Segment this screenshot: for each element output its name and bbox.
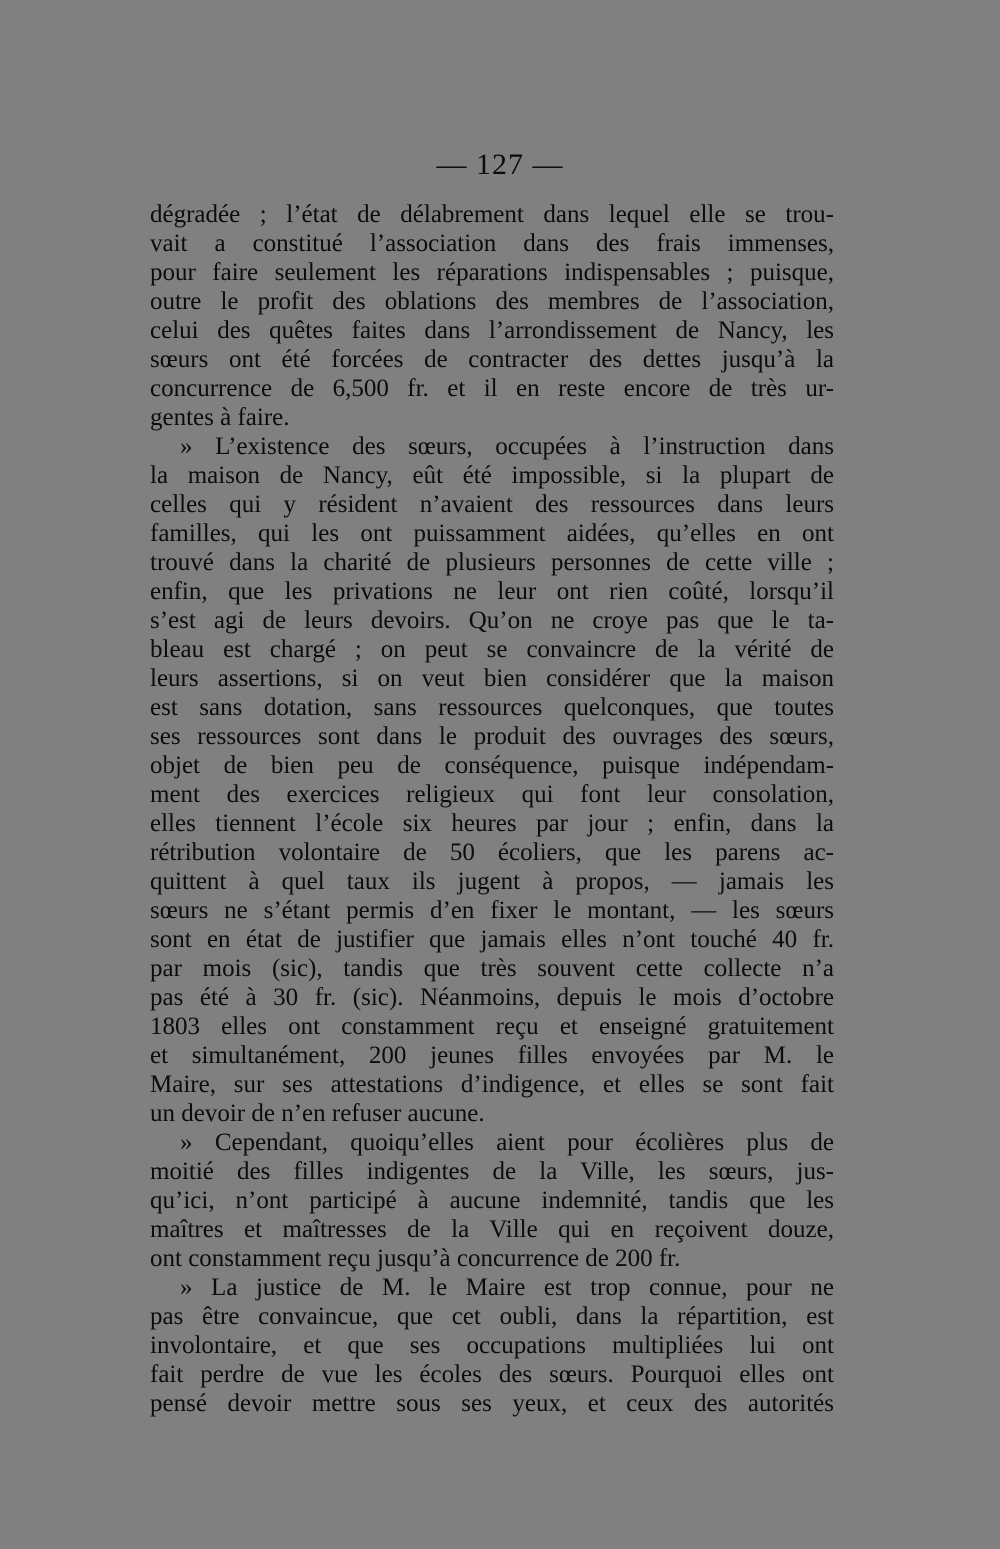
text-line: sont en état de justifier que jamais elles n’ont touché 40 fr. <box>150 926 834 953</box>
text-line: pas être convaincue, que cet oubli, dans la répartition, est <box>150 1303 834 1330</box>
text-line: qu’ici, n’ont participé à aucune indemnité, tandis que les <box>150 1187 834 1214</box>
text-line: sœurs ont été forcées de contracter des dettes jusqu’à la <box>150 346 834 373</box>
paragraph-start: » La justice de M. le Maire est trop connue, pour ne <box>180 1274 834 1301</box>
page-number: — 127 — <box>436 148 564 181</box>
text-line: quittent à quel taux ils jugent à propos, — jamais les <box>150 868 834 895</box>
text-line: par mois (sic), tandis que très souvent cette collecte n’a <box>150 955 834 982</box>
text-line: celui des quêtes faites dans l’arrondissement de Nancy, les <box>150 317 834 344</box>
text-line: ment des exercices religieux qui font leur consolation, <box>150 781 834 808</box>
text-line: vait a constitué l’association dans des frais immenses, <box>150 230 834 257</box>
text-line: 1803 elles ont constamment reçu et enseigné gratuitement <box>150 1013 834 1040</box>
text-line: gentes à faire. <box>150 404 290 431</box>
text-line: maîtres et maîtresses de la Ville qui en reçoivent douze, <box>150 1216 834 1243</box>
text-line: pas été à 30 fr. (sic). Néanmoins, depuis le mois d’octobre <box>150 984 834 1011</box>
text-line: elles tiennent l’école six heures par jour ; enfin, dans la <box>150 810 834 837</box>
paragraph-start: » L’existence des sœurs, occupées à l’instruction dans <box>180 433 834 460</box>
text-line: moitié des filles indigentes de la Ville, les sœurs, jus- <box>150 1158 834 1185</box>
text-line: ont constamment reçu jusqu’à concurrence de 200 fr. <box>150 1245 681 1272</box>
text-line: fait perdre de vue les écoles des sœurs. Pourquoi elles ont <box>150 1361 834 1388</box>
text-line: involontaire, et que ses occupations multipliées lui ont <box>150 1332 834 1359</box>
text-line: outre le profit des oblations des membres de l’association, <box>150 288 834 315</box>
text-line: concurrence de 6,500 fr. et il en reste encore de très ur- <box>150 375 834 402</box>
text-line: la maison de Nancy, eût été impossible, si la plupart de <box>150 462 834 489</box>
body-text <box>150 200 834 1418</box>
text-line: familles, qui les ont puissamment aidées, qu’elles en ont <box>150 520 834 547</box>
text-line: objet de bien peu de conséquence, puisque indépendam- <box>150 752 834 779</box>
text-line: et simultanément, 200 jeunes filles envoyées par M. le <box>150 1042 834 1069</box>
text-line: pour faire seulement les réparations indispensables ; puisque, <box>150 259 834 286</box>
text-line: un devoir de n’en refuser aucune. <box>150 1100 485 1127</box>
text-line: s’est agi de leurs devoirs. Qu’on ne croye pas que le ta- <box>150 607 834 634</box>
text-line: dégradée ; l’état de délabrement dans lequel elle se trou- <box>150 201 834 228</box>
paragraph-start: » Cependant, quoiqu’elles aient pour écolières plus de <box>180 1129 834 1156</box>
text-line: pensé devoir mettre sous ses yeux, et ceux des autorités <box>150 1390 834 1417</box>
text-line: est sans dotation, sans ressources quelconques, que toutes <box>150 694 834 721</box>
text-line: rétribution volontaire de 50 écoliers, que les parens ac- <box>150 839 834 866</box>
text-line: trouvé dans la charité de plusieurs personnes de cette ville ; <box>150 549 834 576</box>
text-line: sœurs ne s’étant permis d’en fixer le montant, — les sœurs <box>150 897 834 924</box>
text-line: ses ressources sont dans le produit des ouvrages des sœurs, <box>150 723 834 750</box>
text-line: celles qui y résident n’avaient des ressources dans leurs <box>150 491 834 518</box>
text-line: enfin, que les privations ne leur ont rien coûté, lorsqu’il <box>150 578 834 605</box>
text-line: leurs assertions, si on veut bien considérer que la maison <box>150 665 834 692</box>
text-line: bleau est chargé ; on peut se convaincre de la vérité de <box>150 636 834 663</box>
text-line: Maire, sur ses attestations d’indigence, et elles se sont fait <box>150 1071 834 1098</box>
